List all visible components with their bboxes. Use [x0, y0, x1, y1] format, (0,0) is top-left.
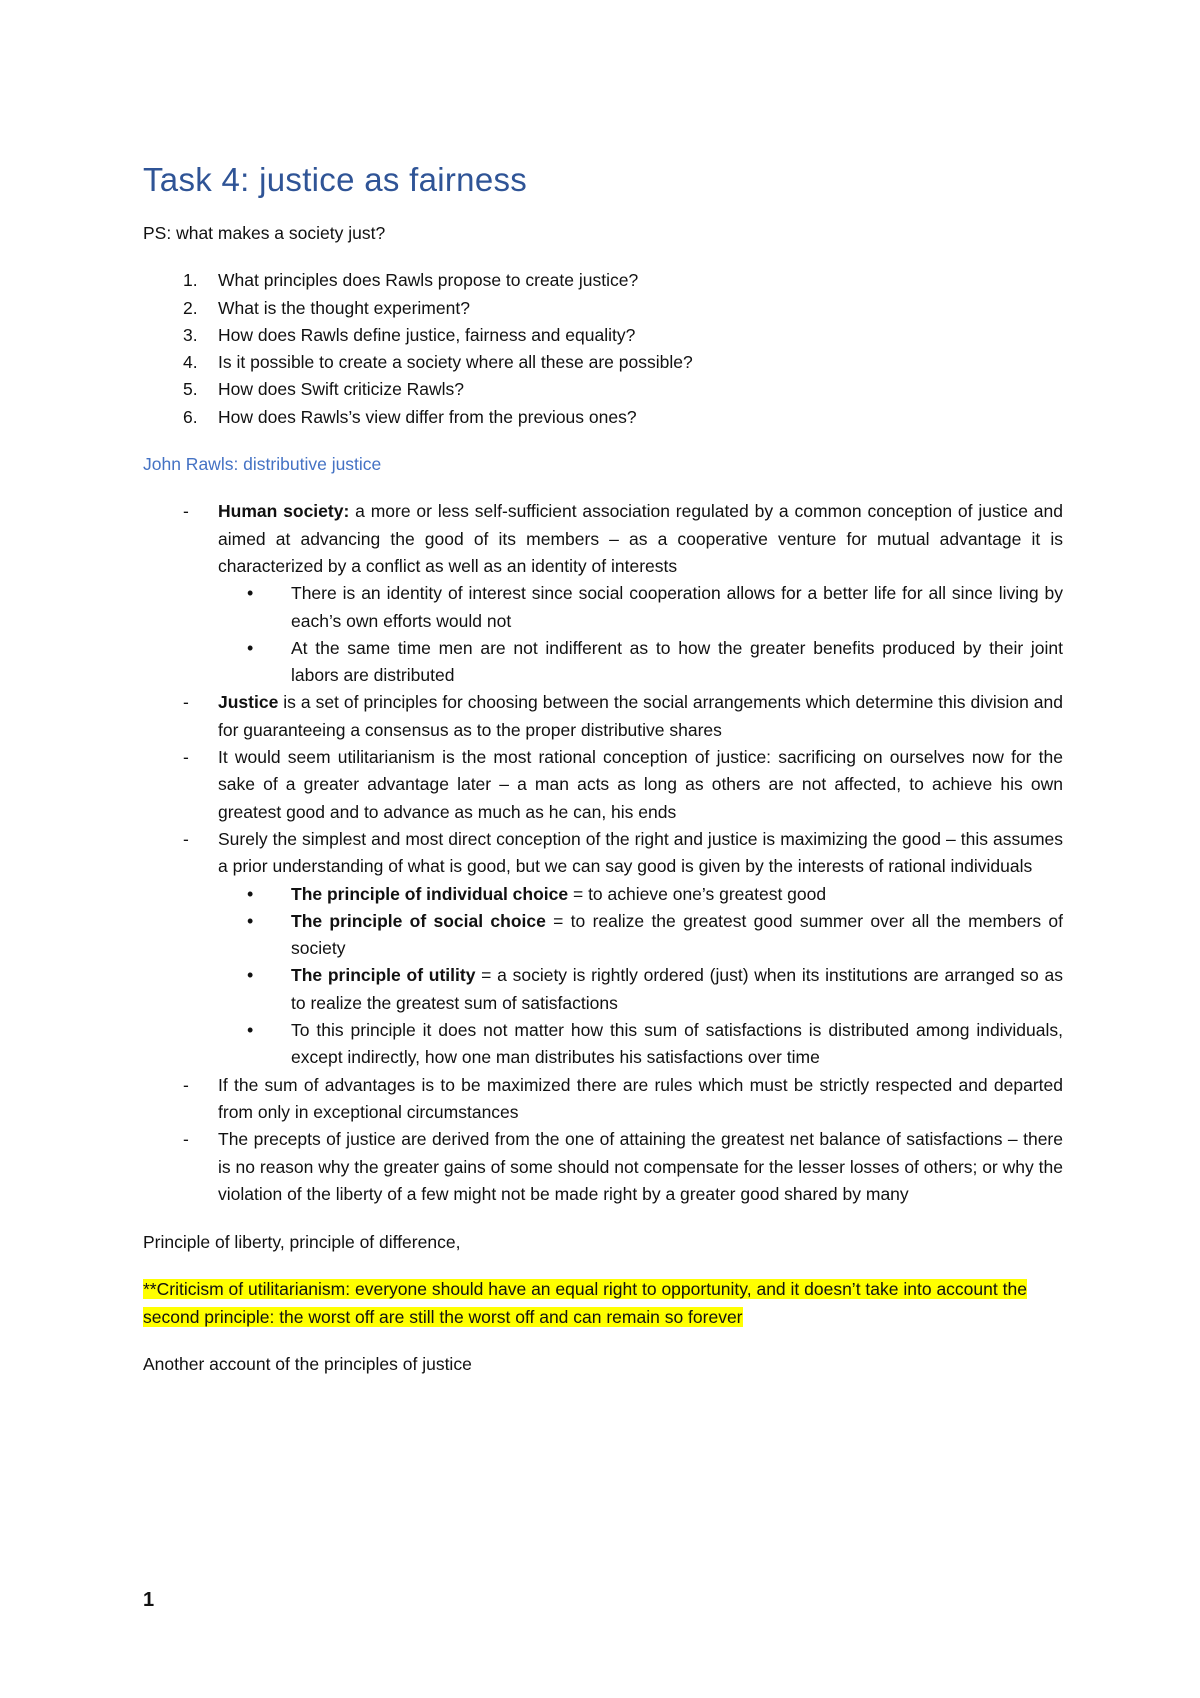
note-item	[143, 1126, 1063, 1208]
note-term: Justice	[218, 692, 279, 713]
list-number: 3.	[183, 324, 198, 345]
bullet-marker: •	[247, 637, 254, 658]
note-text: It would seem utilitarianism is the most rational conception of justice: sacrificing on ourselves now for the sake of a greater advantage later – a man acts as long as others are not affected, to achieve his own greatest good and to advance as much as he can, his ends	[218, 747, 1063, 822]
bullet-marker: •	[247, 1020, 254, 1041]
sub-item-text: = a society is rightly ordered (just) when its institutions are arranged so as to realize the greatest sum of satisfactions	[291, 965, 1063, 1013]
question-text: How does Rawls’s view differ from the previous ones?	[218, 406, 637, 427]
sub-item	[143, 635, 1063, 690]
note-item	[143, 744, 1063, 826]
question-text: How does Rawls define justice, fairness and equality?	[218, 324, 636, 345]
note-item	[143, 689, 1063, 744]
problem-statement: PS: what makes a society just?	[143, 223, 386, 243]
bullet-marker: •	[247, 910, 254, 931]
criticism-paragraph	[143, 1276, 1063, 1331]
closing-line: Another account of the principles of justice	[143, 1353, 472, 1374]
highlighted-criticism: **Criticism of utilitarianism: everyone should have an equal right to opportunity, and it doesn’t take into account the second principle: the worst off are still the worst off and can remain so forever	[143, 1279, 1027, 1327]
sub-item	[143, 908, 1063, 963]
sub-item	[143, 1017, 1063, 1072]
sub-item-term: The principle of social choice	[291, 910, 546, 931]
sub-item	[143, 580, 1063, 635]
sub-item-text: = to achieve one’s greatest good	[568, 883, 827, 904]
bullet-marker: •	[247, 583, 254, 604]
note-item	[143, 826, 1063, 1072]
bullet-marker: •	[247, 883, 254, 904]
note-text: If the sum of advantages is to be maximized there are rules which must be strictly respected and departed from only in exceptional circumstances	[218, 1074, 1063, 1122]
page-title: Task 4: justice as fairness	[143, 161, 528, 198]
list-item	[143, 349, 1063, 376]
note-item	[143, 1072, 1063, 1127]
dash-marker: -	[183, 1129, 189, 1150]
notes-list	[143, 498, 1063, 1208]
question-text: What is the thought experiment?	[218, 297, 470, 318]
list-item	[143, 404, 1063, 431]
dash-marker: -	[183, 692, 189, 713]
note-text: a more or less self-sufficient association regulated by a common conception of justice and aimed at advancing the good of its members – as a cooperative venture for mutual advantage it is characterized by a conflict as well as an identity of interests	[218, 501, 1064, 576]
question-list	[143, 267, 1063, 431]
page-number: 1	[143, 1589, 155, 1611]
note-item	[143, 498, 1063, 689]
note-text: is a set of principles for choosing between the social arrangements which determine this division and for guaranteeing a consensus as to the proper distributive shares	[218, 692, 1063, 740]
dash-marker: -	[183, 828, 189, 849]
principles-line: Principle of liberty, principle of difference,	[143, 1232, 461, 1253]
sub-item-text: = to realize the greatest good summer over all the members of society	[291, 910, 1063, 959]
sub-list	[218, 580, 1063, 689]
note-term: Human society:	[218, 501, 350, 522]
sub-item-text: There is an identity of interest since social cooperation allows for a better life for all since living by each’s own efforts would not	[291, 583, 1063, 631]
bullet-marker: •	[247, 965, 254, 986]
sub-item	[143, 962, 1063, 1017]
sub-list	[218, 881, 1063, 1072]
dash-marker: -	[183, 747, 189, 768]
question-text: What principles does Rawls propose to create justice?	[218, 270, 639, 291]
sub-item-text: At the same time men are not indifferent as to how the greater benefits produced by their joint labors are distributed	[291, 637, 1063, 686]
sub-item-term: The principle of individual choice	[291, 883, 569, 904]
list-item	[143, 376, 1063, 403]
list-number: 4.	[183, 352, 198, 373]
list-item	[143, 295, 1063, 322]
list-number: 1.	[183, 270, 198, 291]
sub-item-term: The principle of utility	[291, 965, 476, 986]
list-number: 5.	[183, 379, 198, 400]
list-item	[143, 322, 1063, 349]
dash-marker: -	[183, 501, 189, 522]
question-text: Is it possible to create a society where all these are possible?	[218, 352, 693, 373]
section-heading: John Rawls: distributive justice	[143, 454, 382, 475]
list-number: 2.	[183, 297, 198, 318]
document-body	[143, 160, 1063, 1398]
dash-marker: -	[183, 1074, 189, 1095]
note-text: Surely the simplest and most direct conception of the right and justice is maximizing the good – this assumes a prior understanding of what is good, but we can say good is given by the interests of rational individuals	[218, 828, 1063, 877]
sub-item	[143, 881, 1063, 908]
note-text: The precepts of justice are derived from the one of attaining the greatest net balance of satisfactions – there is no reason why the greater gains of some should not compensate for the lesser losses of others; or why the violation of the liberty of a few might not be made right by a greater good shared by many	[218, 1129, 1063, 1204]
sub-item-text: To this principle it does not matter how this sum of satisfactions is distributed among individuals, except indirectly, how one man distributes his satisfactions over time	[291, 1020, 1063, 1068]
question-text: How does Swift criticize Rawls?	[218, 379, 465, 400]
list-item	[143, 267, 1063, 294]
list-number: 6.	[183, 406, 198, 427]
